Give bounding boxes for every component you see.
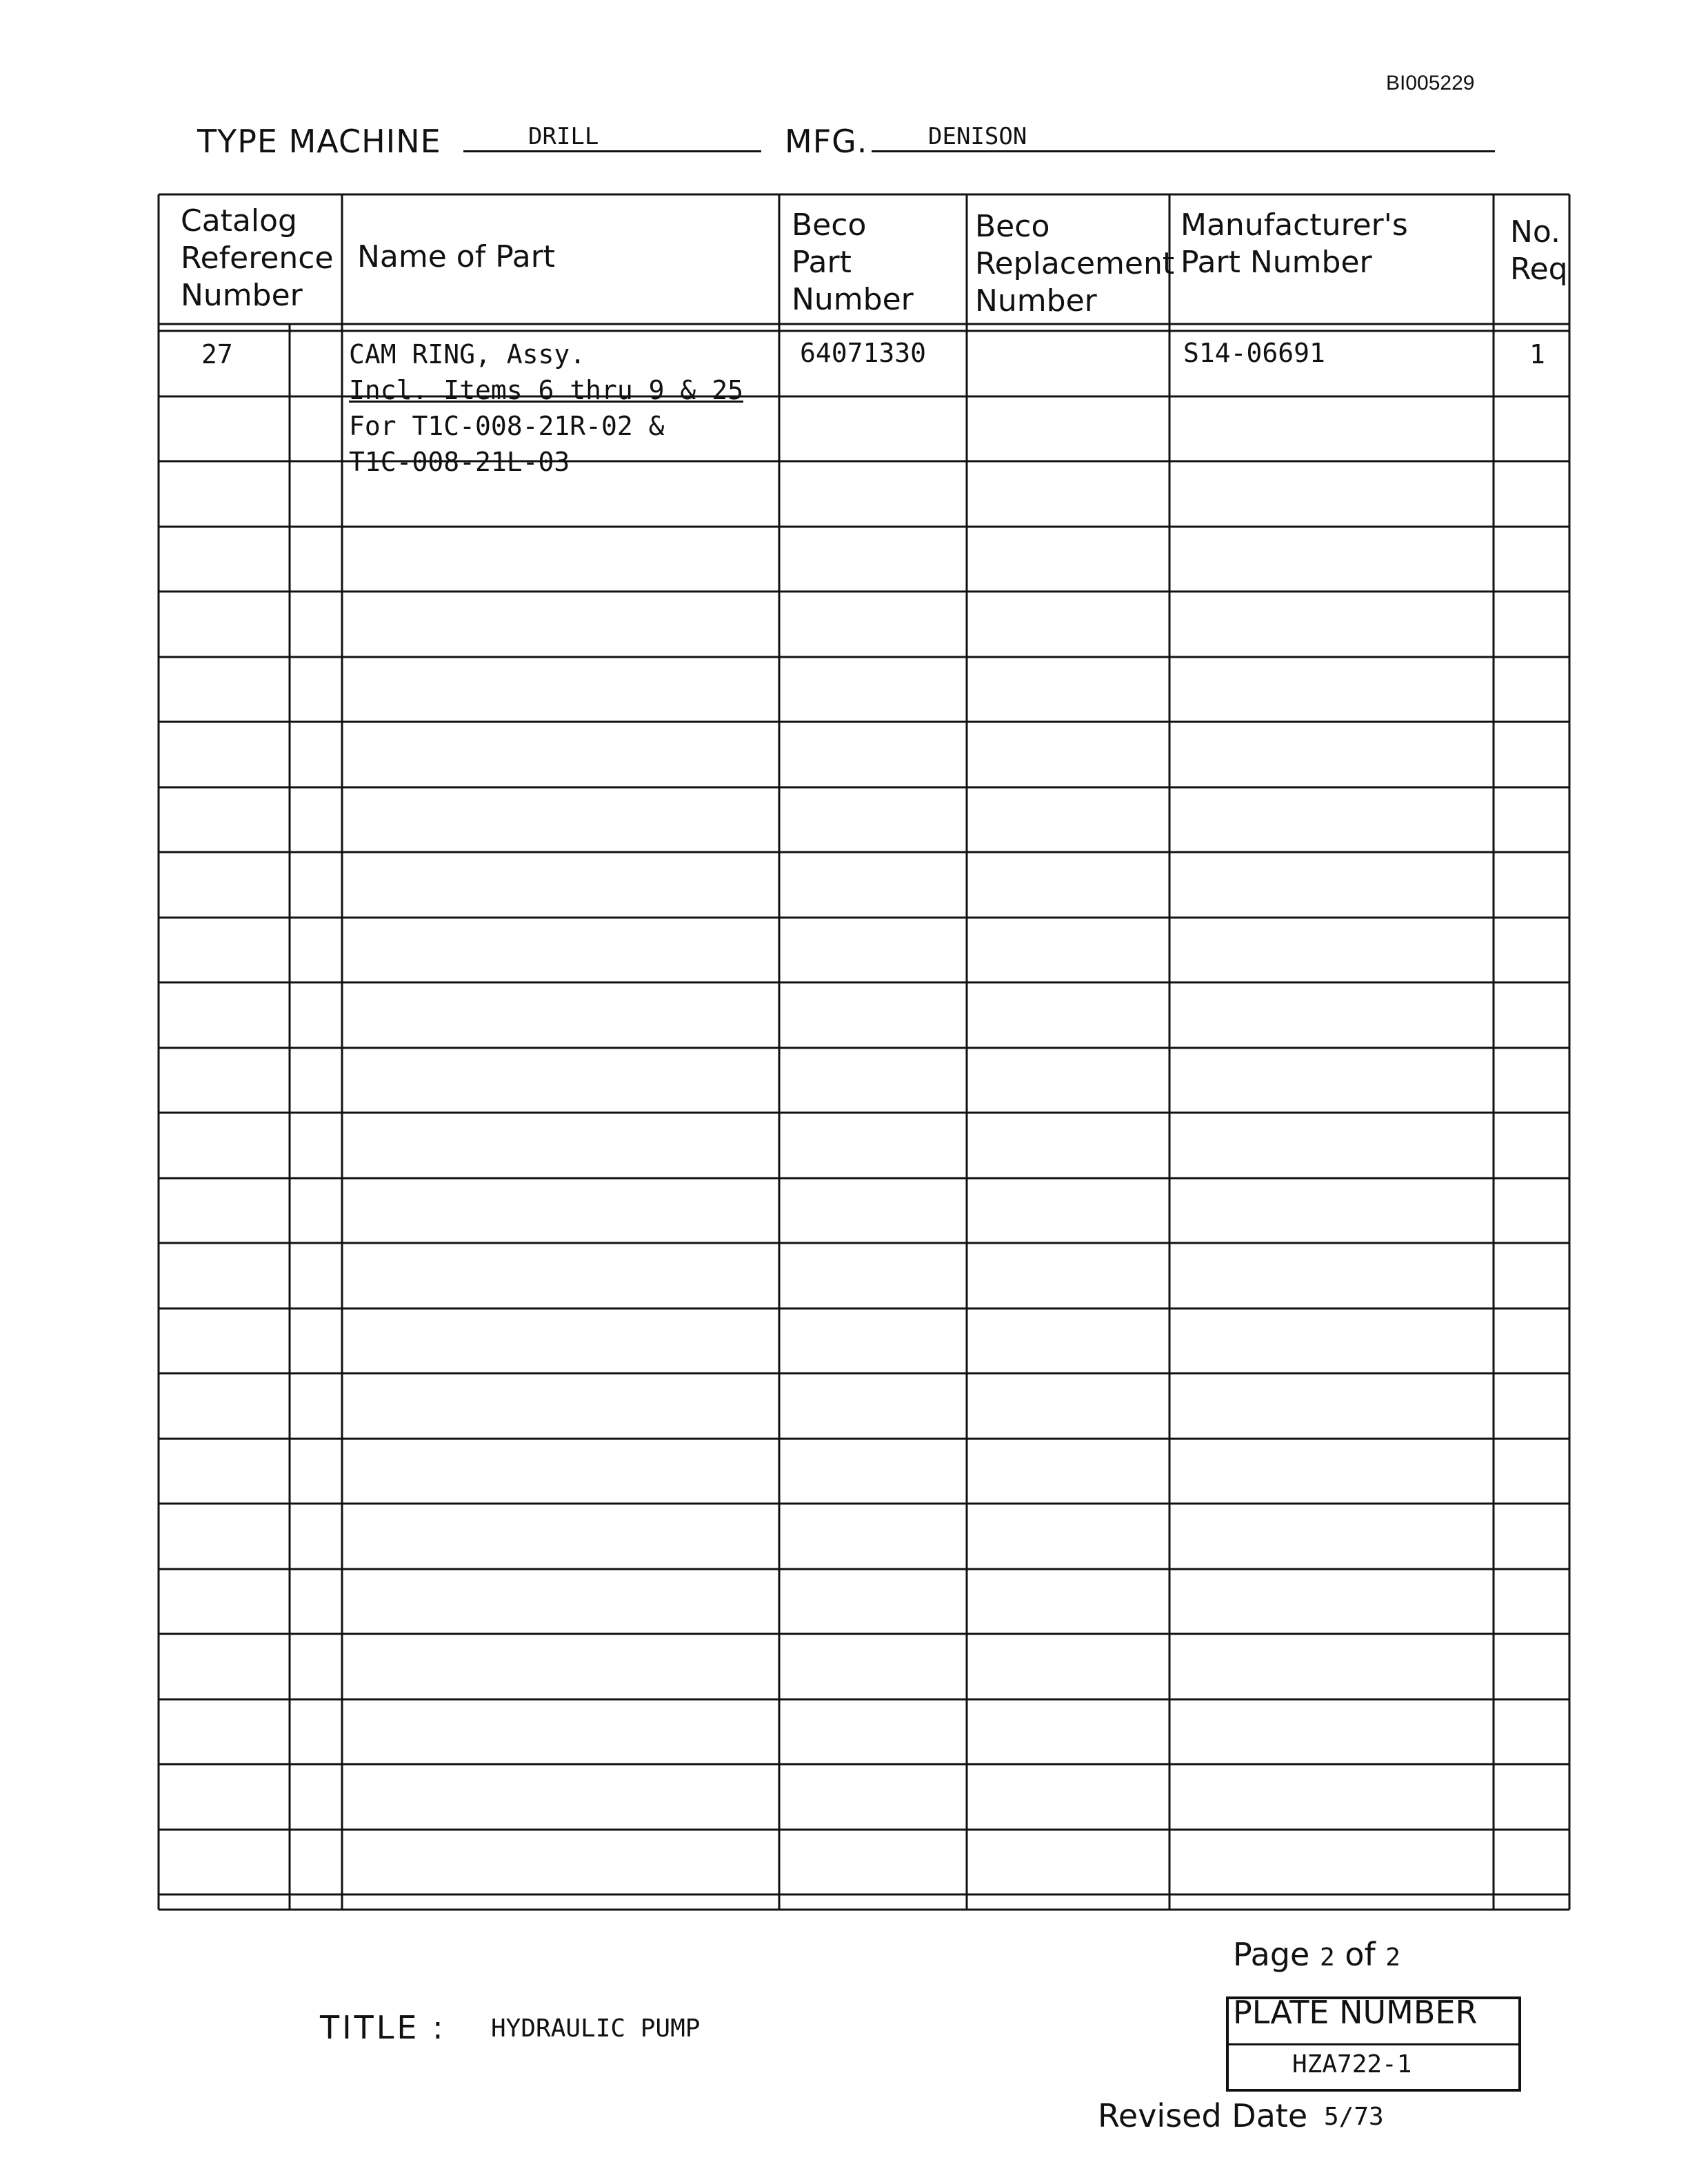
col-header-no-req: No. Req <box>1510 214 1568 287</box>
plate-number-divider <box>1229 2043 1518 2045</box>
entry-no-req: 1 <box>1529 339 1545 370</box>
revised-date-value: 5/73 <box>1324 2103 1384 2131</box>
revised-date-label: Revised Date <box>1098 2097 1308 2134</box>
entry-manufacturers-part-number: S14-06691 <box>1183 338 1325 368</box>
document-id: BI005229 <box>1386 72 1475 94</box>
mfg-label: MFG. <box>785 123 868 160</box>
entry-catalog-reference: 27 <box>201 339 233 370</box>
col-header-beco-replacement-number: Beco Replacement Number <box>975 209 1175 318</box>
mfg-value: DENISON <box>928 123 1027 150</box>
col-header-beco-part-number: Beco Part Number <box>792 208 914 317</box>
plate-number-value: HZA722-1 <box>1292 2050 1412 2079</box>
entry-beco-part-number: 64071330 <box>800 338 927 368</box>
type-machine-label: TYPE MACHINE <box>197 123 441 160</box>
entry-name-of-part: CAM RING, Assy. Incl. Items 6 thru 9 & 25 For T1C-008-21R-02 & T1C-008-21L-03 <box>349 339 743 477</box>
col-header-manufacturers-part-number: Manufacturer's Part Number <box>1180 208 1408 280</box>
page-indicator: Page 2 of 2 <box>1233 1936 1400 1973</box>
title-label: TITLE : <box>320 2009 446 2046</box>
col-header-catalog-reference: Catalog Reference Number <box>181 203 334 313</box>
plate-number-label: PLATE NUMBER <box>1233 1994 1478 2031</box>
type-machine-value: DRILL <box>528 123 599 150</box>
title-value: HYDRAULIC PUMP <box>491 2014 701 2043</box>
col-header-name-of-part: Name of Part <box>357 239 556 274</box>
